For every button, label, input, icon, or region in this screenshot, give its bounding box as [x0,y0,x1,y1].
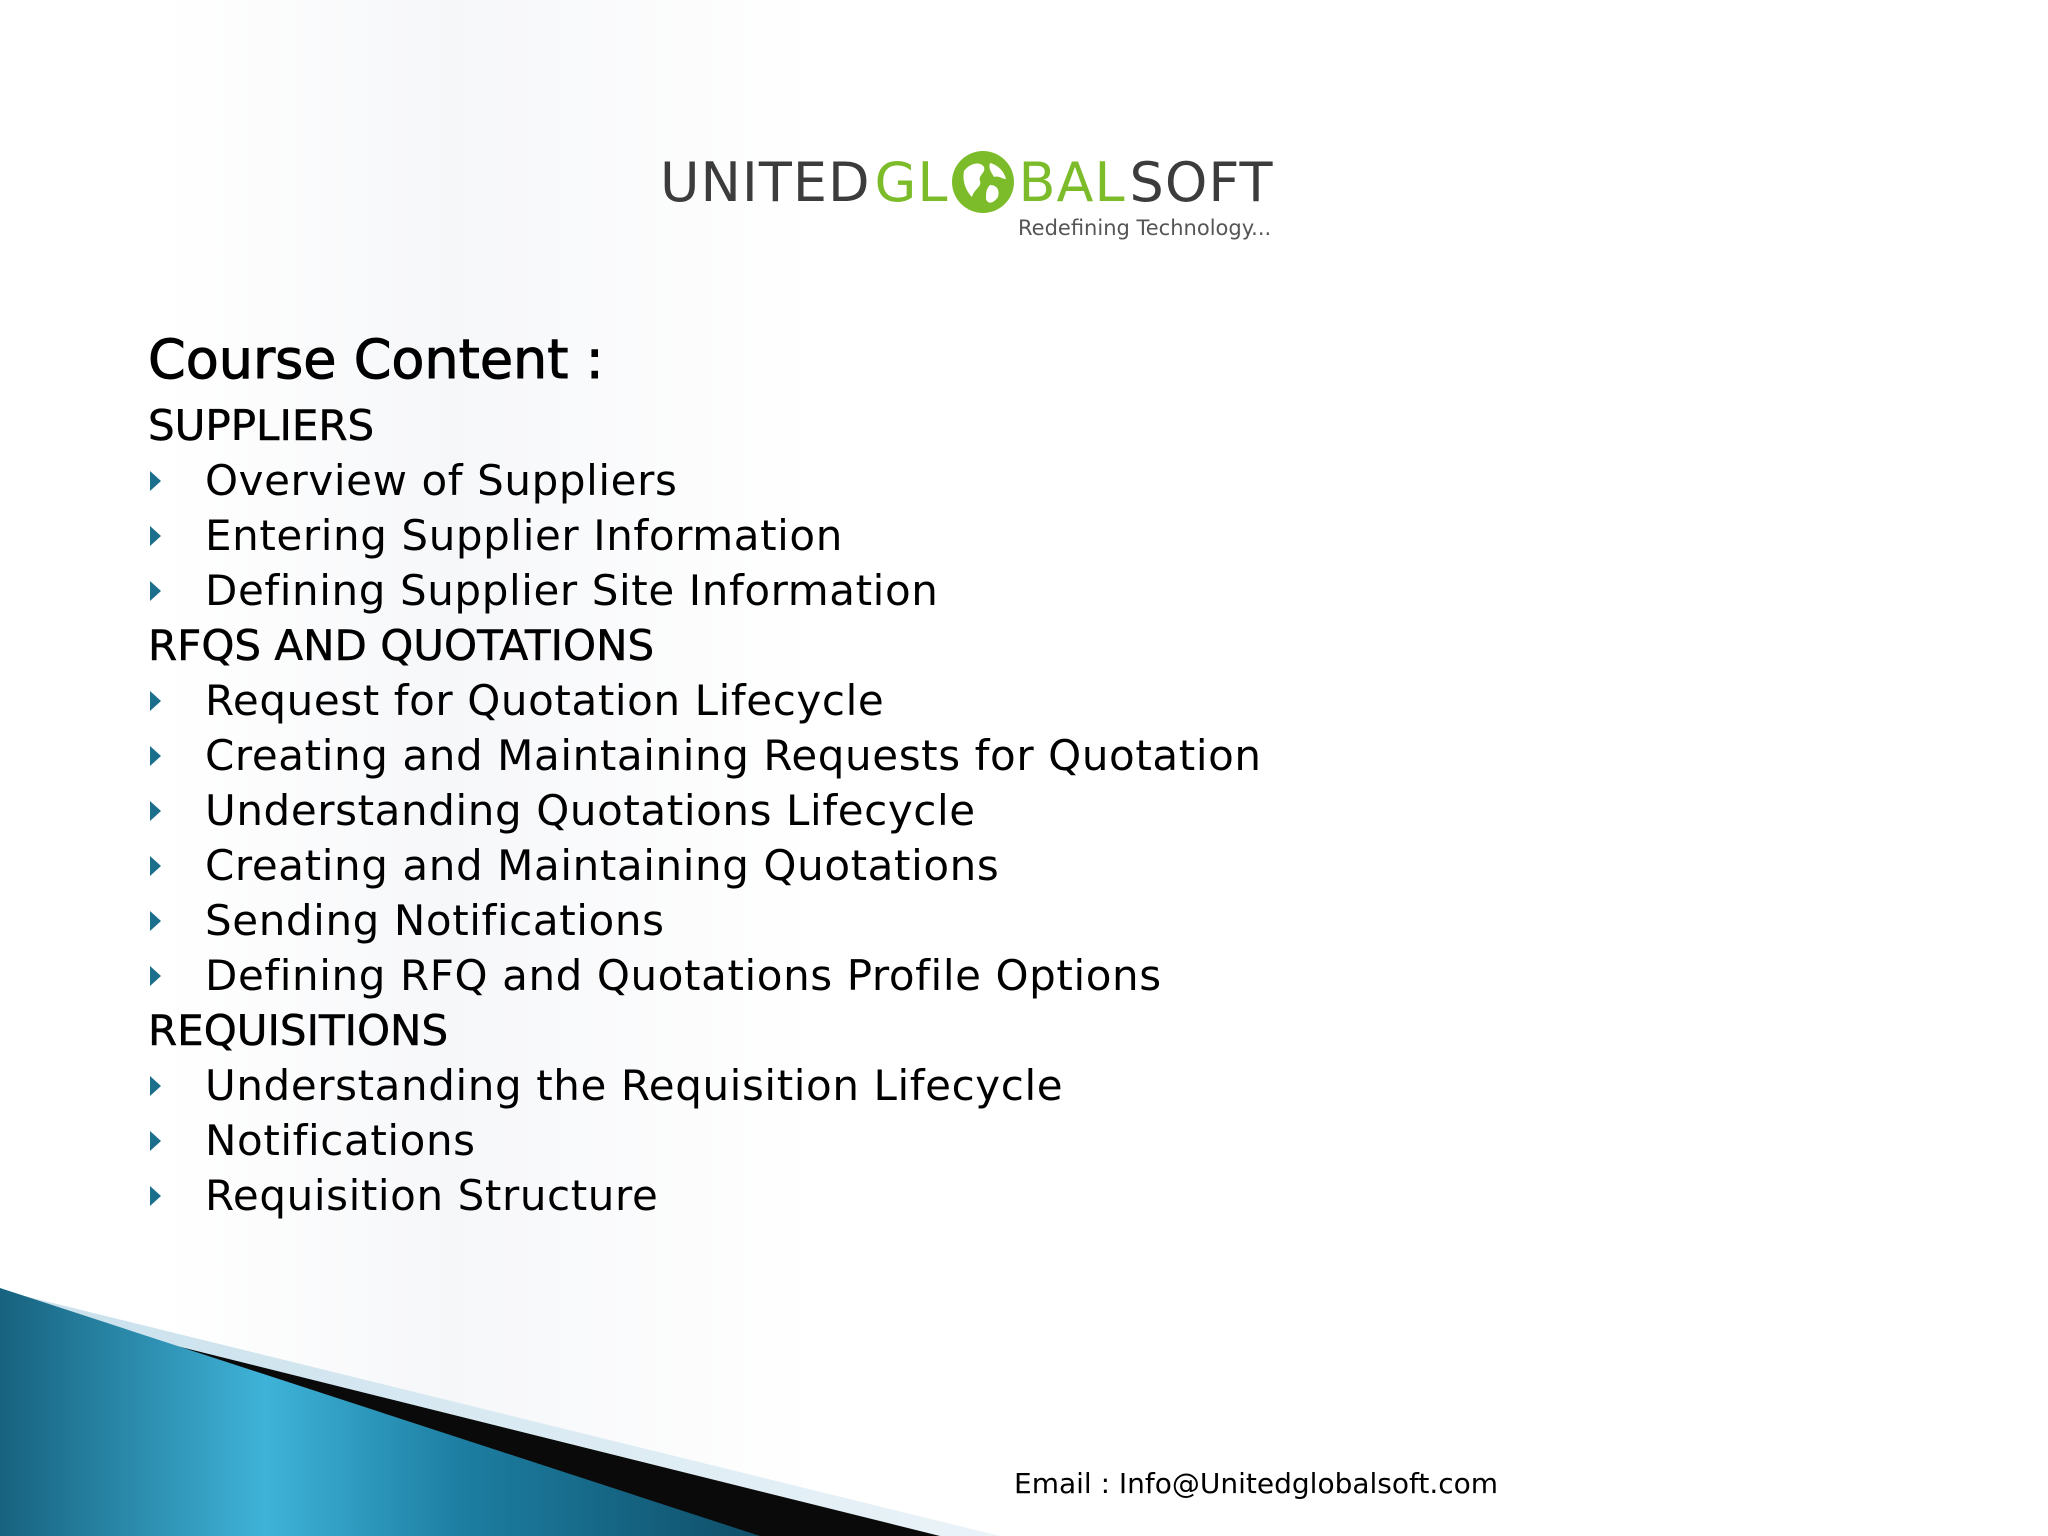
list-item-label: Overview of Suppliers [205,456,678,505]
list-item-label: Defining RFQ and Quotations Profile Options [205,951,1162,1000]
logo-tagline: Redefining Technology... [1018,216,1272,240]
triangle-right-icon [150,526,161,546]
list-item [148,893,1548,948]
list-item-label: Notifications [205,1116,476,1165]
list-item [148,838,1548,893]
company-logo [660,142,1300,252]
list-item-label: Defining Supplier Site Information [205,566,939,615]
list-item-label: Request for Quotation Lifecycle [205,676,885,725]
logo-soft-text: SOFT [1129,150,1274,214]
list-item [148,1168,1548,1223]
list-item-label: Entering Supplier Information [205,511,843,560]
section-heading-requisitions: REQUISITIONS [148,1006,449,1055]
logo-bal-text: BAL [1018,150,1126,214]
section-heading-suppliers: SUPPLIERS [148,401,375,450]
triangle-right-icon [150,1131,161,1151]
list-item [148,728,1548,783]
list-item [148,563,1548,618]
logo-wordmark [660,142,1273,222]
triangle-right-icon [150,801,161,821]
list-item-label: Sending Notifications [205,896,665,945]
slide-title: Course Content : [148,328,604,391]
triangle-right-icon [150,1076,161,1096]
triangle-right-icon [150,471,161,491]
triangle-right-icon [150,746,161,766]
triangle-right-icon [150,911,161,931]
list-item [148,948,1548,1003]
triangle-right-icon [150,581,161,601]
list-item [148,783,1548,838]
list-item [148,453,1548,508]
list-item-label: Requisition Structure [205,1171,659,1220]
triangle-right-icon [150,1186,161,1206]
footer-email: Email : Info@Unitedglobalsoft.com [1014,1467,1499,1500]
list-item [148,1113,1548,1168]
logo-gl-text: GL [874,150,949,214]
list-item [148,508,1548,563]
course-content [148,322,1548,1223]
triangle-right-icon [150,966,161,986]
triangle-right-icon [150,856,161,876]
triangle-right-icon [150,691,161,711]
list-item-label: Creating and Maintaining Requests for Quotation [205,731,1262,780]
list-item-label: Understanding Quotations Lifecycle [205,786,976,835]
logo-united-text: UNITED [660,150,871,214]
section-heading-rfqs: RFQS AND QUOTATIONS [148,621,655,670]
list-item-label: Understanding the Requisition Lifecycle [205,1061,1064,1110]
globe-icon [950,149,1016,215]
list-item-label: Creating and Maintaining Quotations [205,841,1000,890]
list-item [148,1058,1548,1113]
list-item [148,673,1548,728]
